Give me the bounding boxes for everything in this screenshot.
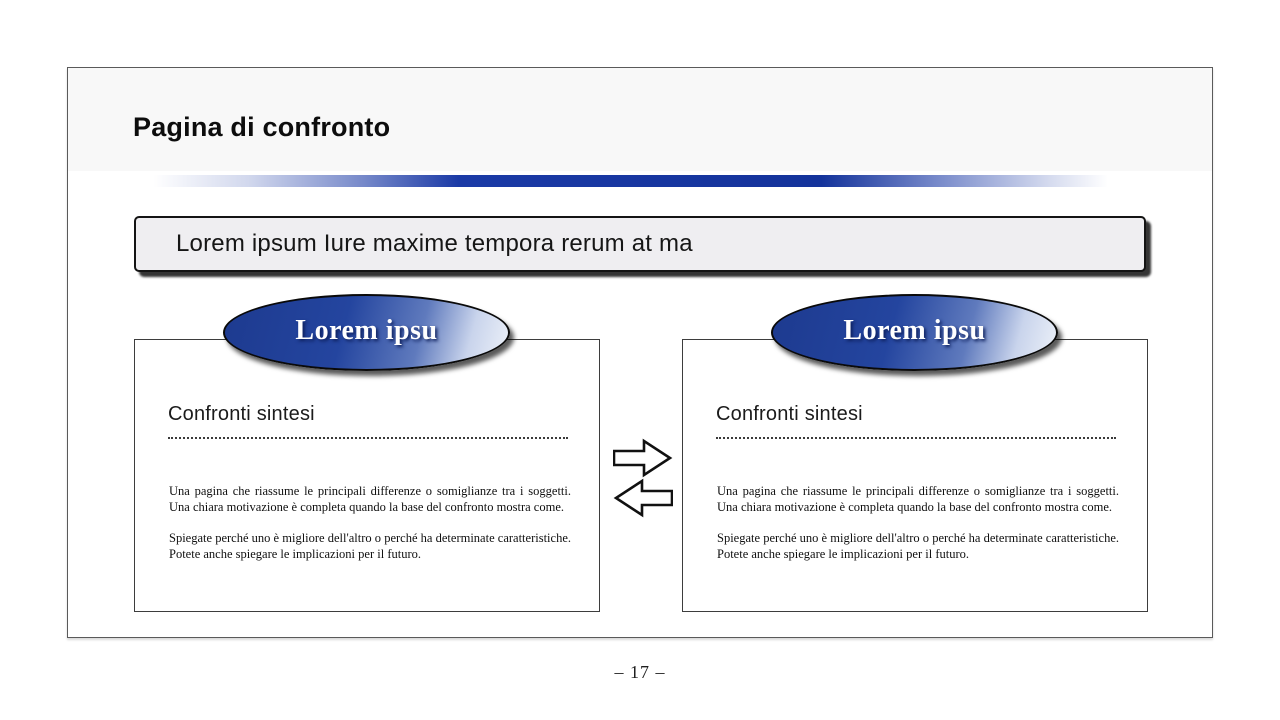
badge-ellipse-right xyxy=(771,294,1058,371)
badge-ellipse-left xyxy=(223,294,510,371)
panel-paragraph: Spiegate perché uno è migliore dell'altro o perché ha determinate caratteristiche. Potete anche spiegare le implicazioni per il futuro. xyxy=(169,531,571,561)
right-block-arrow-icon xyxy=(614,441,670,475)
panel-heading: Confronti sintesi xyxy=(716,403,863,425)
accent-gradient-bar xyxy=(153,175,1108,187)
lead-text: Lorem ipsum Iure maxime tempora rerum at ma xyxy=(176,230,693,257)
panel-body-text xyxy=(169,483,571,562)
comparison-panel-right xyxy=(682,339,1148,612)
comparison-panel-left xyxy=(134,339,600,612)
slide-title: Pagina di confronto xyxy=(133,112,391,142)
compare-arrows xyxy=(613,438,673,518)
panel-body-text xyxy=(717,483,1119,562)
panel-paragraph: Una pagina che riassume le principali differenze o somiglianze tra i soggetti. Una chiara motivazione è completa quando la base del confronto mostra come. xyxy=(717,484,1119,514)
slide-canvas xyxy=(67,67,1213,638)
panel-paragraph: Spiegate perché uno è migliore dell'altro o perché ha determinate caratteristiche. Potete anche spiegare le implicazioni per il futuro. xyxy=(717,531,1119,561)
badge-label: Lorem ipsu xyxy=(843,314,986,346)
lead-text-box xyxy=(134,216,1146,272)
left-block-arrow-icon xyxy=(616,481,672,515)
dotted-divider xyxy=(168,437,568,439)
panel-heading: Confronti sintesi xyxy=(168,403,315,425)
panel-paragraph: Una pagina che riassume le principali differenze o somiglianze tra i soggetti. Una chiara motivazione è completa quando la base del confronto mostra come. xyxy=(169,484,571,514)
badge-label: Lorem ipsu xyxy=(295,314,438,346)
page-number: – 17 – xyxy=(614,662,666,682)
dotted-divider xyxy=(716,437,1116,439)
